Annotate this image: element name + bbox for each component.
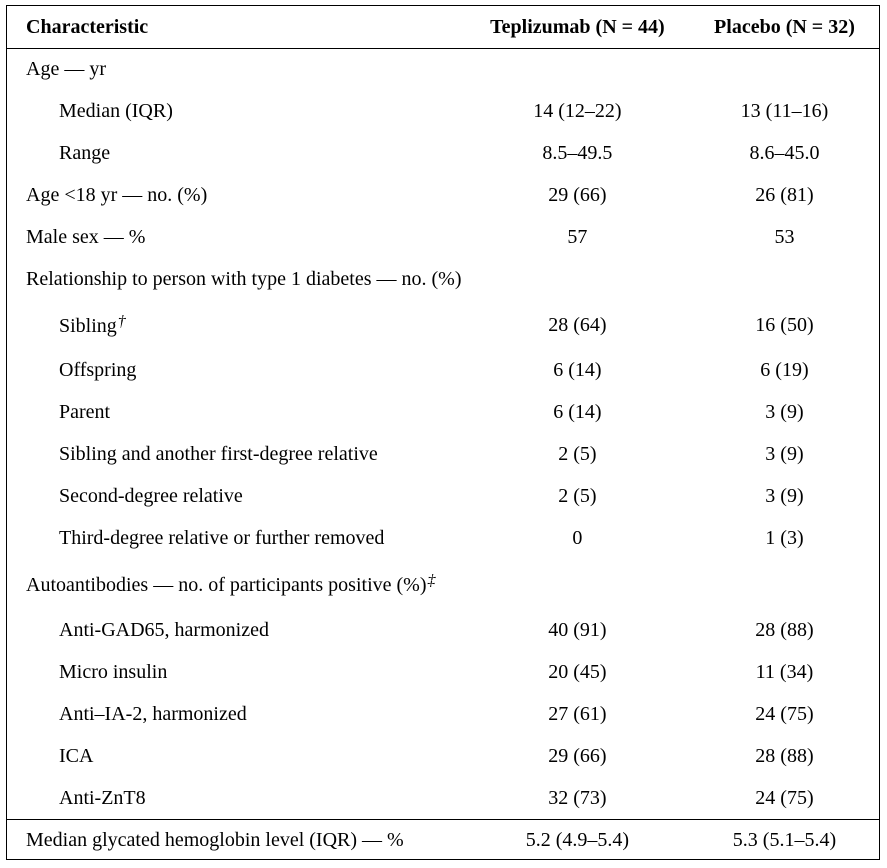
table-row-anti-ia2: [7, 693, 879, 735]
placebo-cell: 3 (9): [765, 485, 804, 507]
teplizumab-cell: 20 (45): [548, 661, 607, 683]
teplizumab-cell: 8.5–49.5: [542, 142, 613, 164]
table-row-anti-znt8: [7, 777, 879, 819]
placebo-cell: 24 (75): [755, 703, 814, 725]
row-label: Anti-GAD65, harmonized: [59, 619, 269, 641]
table-row-age-under-18: [7, 174, 879, 216]
teplizumab-cell: [465, 258, 690, 300]
header-characteristic: Characteristic: [7, 6, 465, 48]
teplizumab-cell: [465, 48, 690, 90]
placebo-cell: 8.6–45.0: [749, 142, 820, 164]
characteristics-table: [7, 6, 879, 861]
row-label: Age — yr: [26, 58, 106, 81]
row-label: Median (IQR): [59, 100, 173, 122]
row-label: Parent: [59, 401, 111, 423]
row-label: Offspring: [59, 359, 137, 381]
footnote-double-dagger: ‡: [427, 572, 436, 589]
row-label: Male sex — %: [26, 226, 146, 248]
teplizumab-cell: 6 (14): [553, 401, 602, 423]
row-label: [7, 559, 465, 609]
teplizumab-cell: 2 (5): [558, 443, 597, 465]
row-label: ICA: [59, 745, 94, 767]
row-label: [7, 300, 465, 349]
table-row-anti-gad65: [7, 609, 879, 651]
placebo-cell: 11 (34): [755, 661, 814, 683]
table-row-third-degree: [7, 517, 879, 559]
teplizumab-cell: 2 (5): [558, 485, 597, 507]
teplizumab-cell: 6 (14): [553, 359, 602, 381]
teplizumab-cell: 57: [567, 226, 588, 248]
header-teplizumab: Teplizumab (N = 44): [465, 6, 690, 48]
table-row-parent: [7, 391, 879, 433]
row-label: Sibling and another first-degree relative: [59, 443, 378, 465]
teplizumab-cell: 32 (73): [548, 786, 607, 809]
row-label: Range: [59, 142, 111, 164]
teplizumab-cell: 0: [572, 527, 583, 549]
placebo-cell: 1 (3): [765, 527, 804, 549]
row-label: Relationship to person with type 1 diabetes — no. (%): [26, 268, 462, 290]
placebo-cell: [690, 258, 879, 300]
placebo-cell: 28 (88): [755, 619, 814, 641]
header-placebo: Placebo (N = 32): [690, 6, 879, 48]
teplizumab-cell: 5.2 (4.9–5.4): [465, 819, 690, 861]
placebo-cell: 53: [774, 226, 795, 248]
teplizumab-cell: 29 (66): [548, 745, 607, 767]
table-row-sibling: [7, 300, 879, 349]
teplizumab-cell: 29 (66): [548, 184, 607, 206]
footnote-dagger: †: [117, 312, 126, 330]
table-row-second-degree: [7, 475, 879, 517]
row-label: Micro insulin: [59, 661, 168, 683]
placebo-cell: [690, 559, 879, 609]
table-row-age-median: [7, 90, 879, 132]
placebo-cell: 3 (9): [765, 443, 804, 465]
table-row-age-range: [7, 132, 879, 174]
teplizumab-cell: 14 (12–22): [533, 100, 622, 122]
row-label-text: Sibling: [59, 314, 117, 337]
teplizumab-cell: 27 (61): [548, 703, 607, 725]
row-label: Second-degree relative: [59, 485, 243, 507]
row-label: Anti–IA-2, harmonized: [59, 703, 247, 725]
placebo-cell: 13 (11–16): [740, 100, 829, 122]
row-label-text: Autoantibodies — no. of participants positive (%): [26, 574, 427, 596]
table-row-glycated-hemoglobin: [7, 819, 879, 861]
placebo-cell: 28 (88): [755, 745, 814, 767]
table-row-age: [7, 48, 879, 90]
table-row-ica: [7, 735, 879, 777]
table-row-relationship: [7, 258, 879, 300]
table-row-sibling-and-relative: [7, 433, 879, 475]
row-label: Age <18 yr — no. (%): [26, 184, 208, 206]
characteristics-table-frame: [6, 5, 880, 860]
placebo-cell: 3 (9): [765, 401, 804, 423]
table-row-male-sex: [7, 216, 879, 258]
placebo-cell: 16 (50): [755, 313, 814, 336]
placebo-cell: 26 (81): [755, 184, 814, 206]
teplizumab-cell: 28 (64): [548, 313, 607, 336]
teplizumab-cell: 40 (91): [548, 619, 607, 641]
teplizumab-cell: [465, 559, 690, 609]
table-row-micro-insulin: [7, 651, 879, 693]
placebo-cell: 5.3 (5.1–5.4): [690, 819, 879, 861]
header-row: [7, 6, 879, 48]
table-row-offspring: [7, 349, 879, 391]
placebo-cell: [690, 48, 879, 90]
row-label: Third-degree relative or further removed: [59, 527, 385, 549]
table-row-autoantibodies: [7, 559, 879, 609]
row-label: Anti-ZnT8: [59, 786, 146, 809]
placebo-cell: 6 (19): [760, 359, 809, 381]
placebo-cell: 24 (75): [755, 786, 814, 809]
row-label: Median glycated hemoglobin level (IQR) — %: [7, 819, 465, 861]
